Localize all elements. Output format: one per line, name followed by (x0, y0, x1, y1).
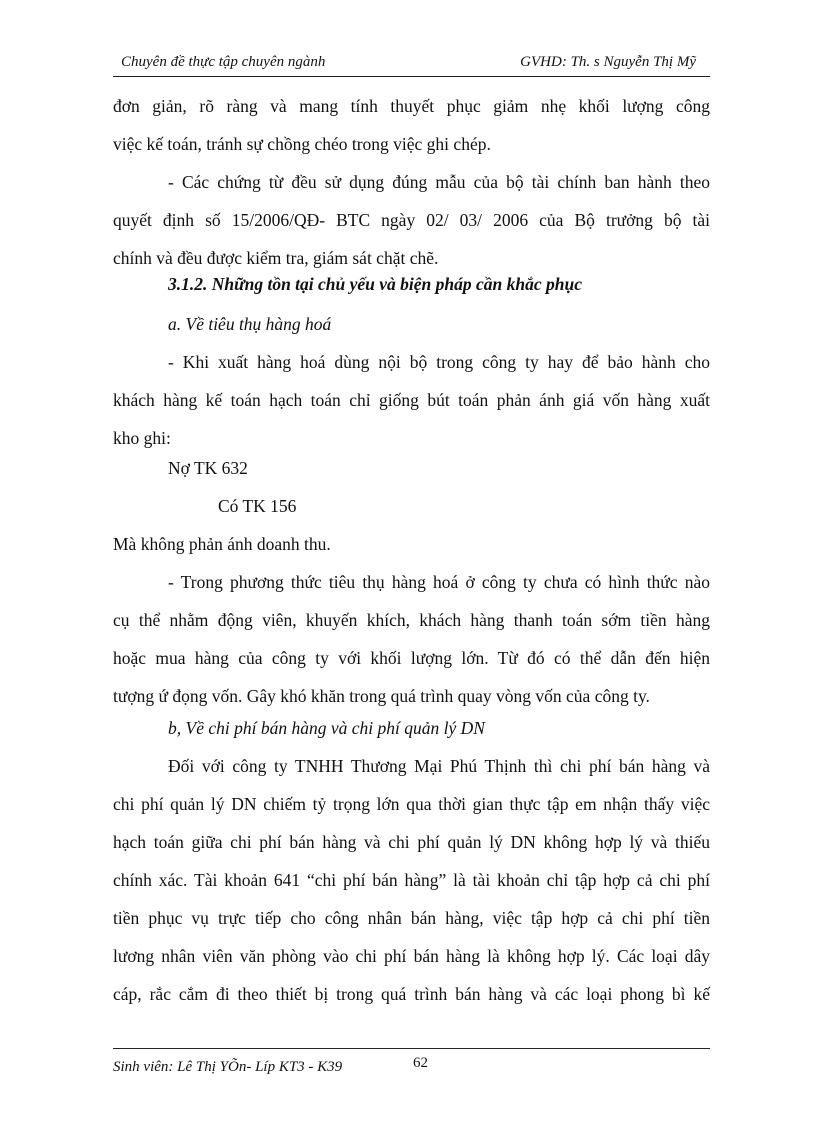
body-line: tiền phục vụ trực tiếp cho công nhân bán hàng, việc tập hợp cả chi phí tiền (113, 908, 710, 928)
footer-student-info: Sinh viên: Lê Thị YÕn- Líp KT3 - K39 (113, 1059, 343, 1075)
body-line: hoặc mua hàng của công ty với khối lượng lớn. Từ đó có thể dẫn đến hiện (113, 648, 710, 668)
body-line: quyết định số 15/2006/QĐ- BTC ngày 02/ 03/ 2006 của Bộ trưởng bộ tài (113, 210, 710, 230)
body-line: kho ghi: (113, 428, 171, 448)
body-line: lương nhân viên văn phòng vào chi phí bán hàng là không hợp lý. Các loại dây (113, 946, 710, 966)
body-line: việc kế toán, tránh sự chồng chéo trong việc ghi chép. (113, 134, 491, 154)
body-line: tượng ứ đọng vốn. Gây khó khăn trong quá trình quay vòng vốn của công ty. (113, 686, 650, 706)
body-line: khách hàng kế toán hạch toán chỉ giống bút toán phản ánh giá vốn hàng xuất (113, 390, 710, 410)
page-footer (113, 1048, 710, 1079)
journal-entry-credit: Có TK 156 (218, 496, 297, 516)
section-heading: 3.1.2. Những tồn tại chủ yếu và biện pháp cần khắc phục (168, 274, 583, 294)
body-line: hạch toán giữa chi phí bán hàng và chi phí quản lý DN không hợp lý và thiếu (113, 832, 710, 852)
body-line: - Trong phương thức tiêu thụ hàng hoá ở công ty chưa có hình thức nào (168, 572, 710, 592)
subsection-heading: a. Về tiêu thụ hàng hoá (168, 314, 332, 334)
header-supervisor: GVHD: Th. s Nguyễn Thị Mỹ (520, 54, 696, 70)
body-line: đơn giản, rõ ràng và mang tính thuyết phục giảm nhẹ khối lượng công (113, 96, 710, 116)
body-line: Đối với công ty TNHH Thương Mại Phú Thịnh thì chi phí bán hàng và (168, 756, 710, 776)
body-line: chính và đều được kiểm tra, giám sát chặt chẽ. (113, 248, 439, 268)
body-line: chính xác. Tài khoản 641 “chi phí bán hàng” là tài khoản chỉ tập hợp cả chi phí (113, 870, 710, 890)
subsection-heading: b, Về chi phí bán hàng và chi phí quản lý DN (168, 718, 485, 738)
body-line: Mà không phản ánh doanh thu. (113, 534, 331, 554)
journal-entry-debit: Nợ TK 632 (168, 458, 248, 478)
body-line: - Các chứng từ đều sử dụng đúng mẫu của bộ tài chính ban hành theo (168, 172, 710, 192)
body-line: chi phí quản lý DN chiếm tỷ trọng lớn qua thời gian thực tập em nhận thấy việc (113, 794, 710, 814)
page-header (113, 50, 710, 77)
body-line: - Khi xuất hàng hoá dùng nội bộ trong công ty hay để bảo hành cho (168, 352, 710, 372)
page-number: 62 (413, 1055, 428, 1071)
body-line: cụ thể nhằm động viên, khuyến khích, khách hàng thanh toán sớm tiền hàng (113, 610, 710, 630)
header-course-title: Chuyên đề thực tập chuyên ngành (121, 54, 326, 70)
body-line: cáp, rắc cắm đi theo thiết bị trong quá trình bán hàng và các loại phong bì kế (113, 984, 710, 1004)
